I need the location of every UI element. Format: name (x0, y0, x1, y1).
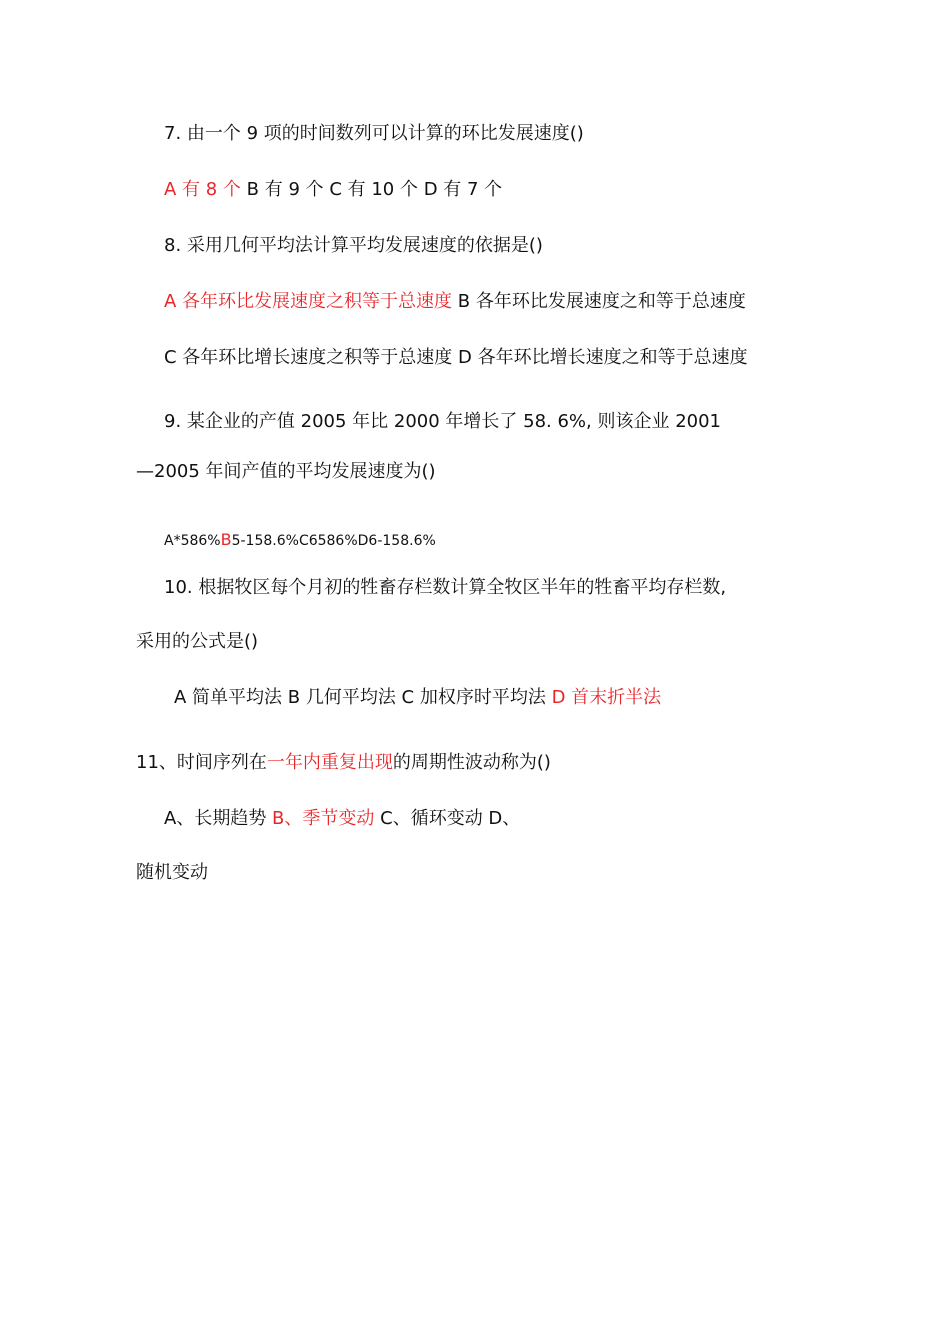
question-10-stem-line2: 采用的公式是() (136, 631, 259, 652)
question-9-options (164, 528, 436, 553)
option-d: D6-158.6% (357, 533, 436, 549)
question-9-stem-line2: —2005 年间产值的平均发展速度为() (136, 461, 436, 482)
stem-prefix: 11、时间序列在 (136, 752, 267, 773)
question-8-options-cd: C 各年环比增长速度之积等于总速度 D 各年环比增长速度之和等于总速度 (164, 347, 748, 368)
option-c: C6586% (298, 533, 358, 549)
option-b-value: 5-158.6% (231, 533, 299, 549)
option-cd: C、循环变动 D、 (374, 808, 521, 829)
question-7-stem: 7. 由一个 9 项的时间数列可以计算的环比发展速度() (164, 123, 584, 144)
option-a: A*586% (164, 533, 221, 549)
answer-highlight: B (220, 530, 232, 549)
question-10-options (174, 686, 661, 710)
question-7-options (164, 178, 502, 202)
option-text: B 有 9 个 C 有 10 个 D 有 7 个 (240, 179, 503, 200)
option-a: A、长期趋势 (164, 808, 273, 829)
question-11-option-d-continued: 随机变动 (136, 862, 208, 883)
answer-highlight: A 有 8 个 (164, 179, 241, 200)
question-10-stem-line1: 10. 根据牧区每个月初的牲畜存栏数计算全牧区半年的牲畜平均存栏数, (164, 577, 727, 598)
option-text: A 简单平均法 B 几何平均法 C 加权序时平均法 (174, 687, 552, 708)
stem-suffix: 的周期性波动称为() (392, 752, 551, 773)
question-8-options-ab (164, 290, 746, 314)
option-text: B 各年环比发展速度之和等于总速度 (452, 291, 746, 312)
answer-highlight: B、季节变动 (272, 808, 375, 829)
answer-highlight: D 首末折半法 (551, 687, 662, 708)
answer-highlight: 一年内重复出现 (266, 752, 393, 773)
question-8-stem: 8. 采用几何平均法计算平均发展速度的依据是() (164, 235, 543, 256)
answer-highlight: A 各年环比发展速度之积等于总速度 (164, 291, 453, 312)
question-9-stem-line1: 9. 某企业的产值 2005 年比 2000 年增长了 58. 6%, 则该企业 2001 (164, 411, 721, 432)
question-11-options (164, 807, 520, 831)
question-11-stem (136, 751, 551, 775)
